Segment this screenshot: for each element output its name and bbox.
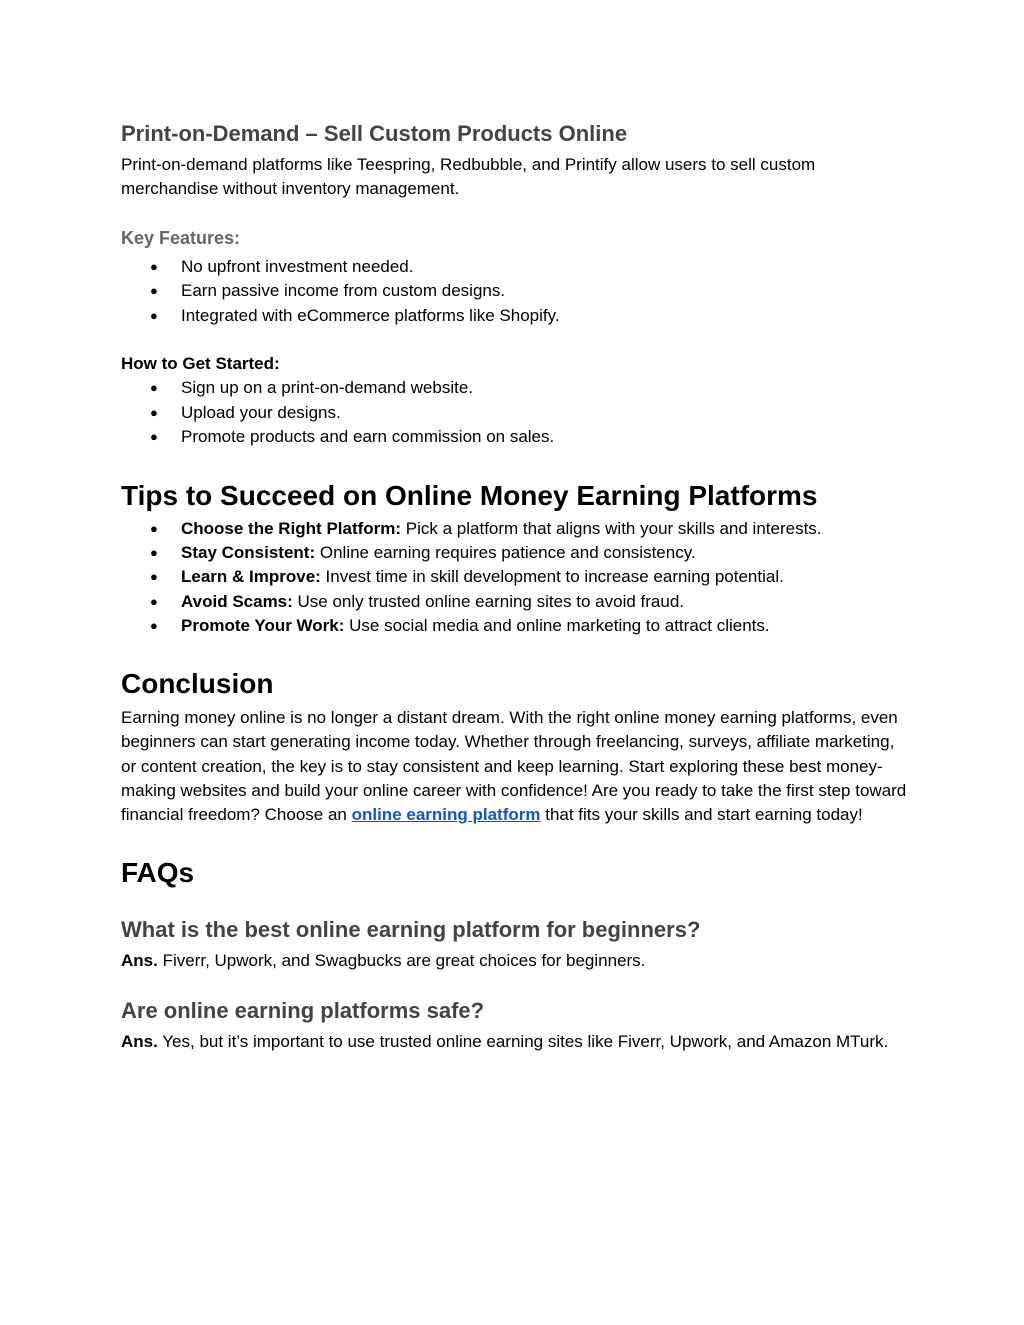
get-started-heading: How to Get Started:	[121, 354, 280, 374]
bullet-icon: ●	[150, 520, 158, 536]
tips-heading: Tips to Succeed on Online Money Earning Platforms	[121, 479, 818, 511]
list-item: ● Integrated with eCommerce platforms like Shopify.	[121, 304, 911, 328]
bullet-icon: ●	[150, 429, 158, 445]
tips-list	[121, 517, 911, 639]
faq-answer: Ans. Yes, but it’s important to use trusted online earning sites like Fiverr, Upwork, and Amazon MTurk.	[121, 1032, 889, 1052]
list-item: ● Learn & Improve: Invest time in skill development to increase earning potential.	[121, 565, 911, 589]
faqs-heading: FAQs	[121, 856, 195, 888]
bullet-icon: ●	[150, 283, 158, 299]
conclusion-heading: Conclusion	[121, 667, 274, 699]
list-item: ● No upfront investment needed.	[121, 255, 911, 279]
list-item: ● Promote products and earn commission on sales.	[121, 425, 911, 449]
list-item: ● Sign up on a print-on-demand website.	[121, 376, 911, 400]
online-earning-platform-link[interactable]: online earning platform	[351, 805, 541, 825]
faq-question: Are online earning platforms safe?	[121, 998, 485, 1024]
key-features-list	[121, 255, 911, 328]
faq-answer: Ans. Fiverr, Upwork, and Swagbucks are great choices for beginners.	[121, 950, 646, 970]
get-started-list	[121, 376, 911, 449]
list-item: ● Earn passive income from custom designs.	[121, 279, 911, 303]
list-item: ● Upload your designs.	[121, 401, 911, 425]
bullet-icon: ●	[150, 380, 158, 396]
document-page	[121, 118, 911, 1055]
list-item: ● Avoid Scams: Use only trusted online earning sites to avoid fraud.	[121, 590, 911, 614]
pod-intro: Print-on-demand platforms like Teespring, Redbubble, and Printify allow users to sell custom merchandise without inventory management.	[121, 155, 816, 199]
bullet-icon: ●	[150, 618, 158, 634]
list-item: ● Choose the Right Platform: Pick a platform that aligns with your skills and interests.	[121, 517, 911, 541]
key-features-heading: Key Features:	[121, 227, 241, 248]
bullet-icon: ●	[150, 569, 158, 585]
bullet-icon: ●	[150, 593, 158, 609]
conclusion-body: Earning money online is no longer a distant dream. With the right online money earning platforms, even beginners can start generating income today. Whether through freelancing, surveys, affiliate marketing, or content creation, the key is to stay consistent and keep learning. Start exploring these best money-making websites and build your online career with confidence! Are you ready to take the first step toward financial freedom? Choose an online earning platform that fits your skills and start earning today!	[121, 707, 907, 825]
bullet-icon: ●	[150, 545, 158, 561]
pod-heading: Print-on-Demand – Sell Custom Products Online	[121, 121, 628, 146]
bullet-icon: ●	[150, 404, 158, 420]
bullet-icon: ●	[150, 307, 158, 323]
bullet-icon: ●	[150, 258, 158, 274]
faq-question: What is the best online earning platform for beginners?	[121, 916, 701, 942]
list-item: ● Promote Your Work: Use social media and online marketing to attract clients.	[121, 614, 911, 638]
list-item: ● Stay Consistent: Online earning requires patience and consistency.	[121, 541, 911, 565]
